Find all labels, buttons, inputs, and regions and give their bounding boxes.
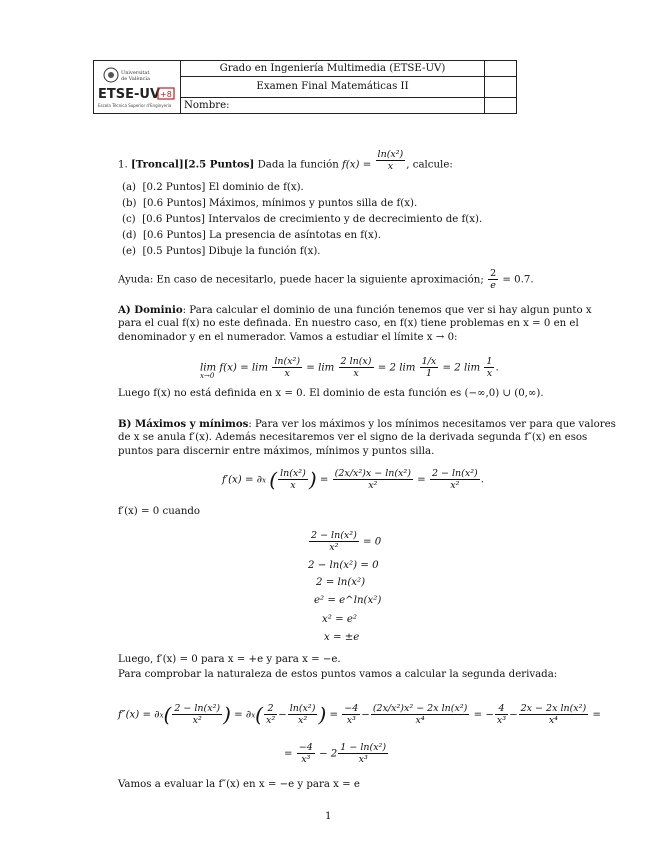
step-0: $\frac{\text{2 − ln(x²)}}{\text{x²}}$ = 0 [311,530,382,553]
first-derivative-equation: f′(x) = ∂x ( $\frac{\text{ln(x²)}}{x}$ ) = $\frac{\text{(2x/x²)x − ln(x²)}}{\text{x²}}$ = $\frac{\text{2 − ln(x²)}}{\text{x²}}$ . [222,467,484,492]
section-a-conclusion: Luego f(x) no está definida en x = 0. El dominio de esta función es (−∞,0) ∪ (0,∞). [118,388,544,399]
problem-intro: Dada la función [257,159,339,171]
second-derivative-result: = $\frac{-4}{\text{x³}}$ − 2 $\frac{\text{1 − ln(x²)}}{\text{x³}}$ [284,742,387,765]
problem-tag: [Troncal][2.5 Puntos] [130,158,255,171]
step-5: x = ±e [324,632,360,643]
limit-equation: lim f(x) = lim $\frac{\text{ln(x²)}}{x}$ = lim $\frac{2 \ln(x)}{x}$ = 2 lim $\frac{1/x}{1}$ = 2 lim $\frac{1}{x}$ . [200,356,499,379]
list-item: (e) [0.5 Puntos] Dibuje la función f(x). [122,246,321,257]
list-item: (d) [0.6 Puntos] La presencia de asíntotas en f(x). [122,230,381,241]
limit-subscript: x→0 [200,372,215,380]
header-name-field: Nombre: [184,100,230,111]
zero-when-label: f′(x) = 0 cuando [118,506,201,517]
section-a-line3: denominador y en el numerador. Vamos a estudiar el límite x → 0: [118,332,458,343]
header-grade-cell [484,61,517,113]
svg-text:Universitat: Universitat [121,70,150,76]
fx-numerator: ln(x²) [377,149,404,160]
exam-header-table [93,60,517,114]
fx-denominator: x [387,161,394,172]
svg-text:+8: +8 [160,90,172,99]
problem-statement [118,149,453,172]
list-item: (b) [0.6 Puntos] Máximos, mínimos y puntos silla de f(x). [122,198,418,209]
section-b-line3: puntos para discernir entre máximos, mínimos y puntos silla. [118,446,435,457]
list-item: (a) [0.2 Puntos] El dominio de f(x). [122,182,304,193]
step-1: 2 − ln(x²) = 0 [308,560,379,571]
problem-number: 1. [118,159,128,171]
section-b-line2: de x se anula f′(x). Además necesitaremos ver el signo de la derivada segunda f″(x) en esos [118,432,588,443]
page-number: 1 [325,811,332,822]
problem-tail: , calcule: [406,159,453,171]
fx-label: f(x) = [342,159,372,171]
section-a-line2: para el cual f(x) no este definada. En nuestro caso, en f(x) tiene problemas en x = 0 en el [118,318,579,329]
list-item: (c) [0.6 Puntos] Intervalos de crecimiento y de decrecimiento de f(x). [122,214,483,225]
step-3: e² = e^ln(x²) [314,595,382,606]
header-degree: Grado en Ingeniería Multimedia (ETSE-UV) [181,61,484,77]
section-a-title: A) Dominio [118,304,183,316]
step-4: x² = e² [322,614,357,625]
section-b-title: B) Máximos y mínimos [118,418,249,430]
section-a-line1: A) Dominio: Para calcular el dominio de una función tenemos que ver si hay algun punto x [118,304,592,316]
hint-line: Ayuda: En caso de necesitarlo, puede hacer la siguiente aproximación; $\frac{2}{e}$ = 0.7. [118,268,534,291]
etse-uv-logo [94,61,181,113]
header-exam-title: Examen Final Matemáticas II [181,77,484,98]
luego-line: Luego, f′(x) = 0 para x = +e y para x = −e. [118,654,341,665]
second-derivative-equation: f″(x) = ∂x( $\frac{\text{2 − ln(x²)}}{\text{x²}}$ ) = ∂x( $\frac{2}{\text{x²}}$ − $\frac{\text{ln(x²)}}{\text{x²}}$ ) = $\frac{-4}{\text{x³}}$ − $\frac{\text{(2x/x²)x² − 2x ln(x²)}}{\text{x⁴}}$ = − $\frac{4}{\text{x³}}$ − $\frac{\text{2x − 2x ln(x²)}}{\text{x⁴}}$ = [118,702,601,727]
evaluate-line: Vamos a evaluar la f″(x) en x = −e y para x = e [118,779,360,790]
para-line: Para comprobar la naturaleza de estos puntos vamos a calcular la segunda derivada: [118,669,558,680]
section-b-line1: B) Máximos y mínimos: Para ver los máximos y los mínimos necesitamos ver para que valores [118,418,616,430]
svg-text:ETSE-UV: ETSE-UV [98,87,161,102]
svg-text:Escola Tècnica Superior d'Engi: Escola Tècnica Superior d'Enginyeria [98,103,172,108]
step-2: 2 = ln(x²) [316,577,366,588]
svg-text:de València: de València [121,76,151,82]
